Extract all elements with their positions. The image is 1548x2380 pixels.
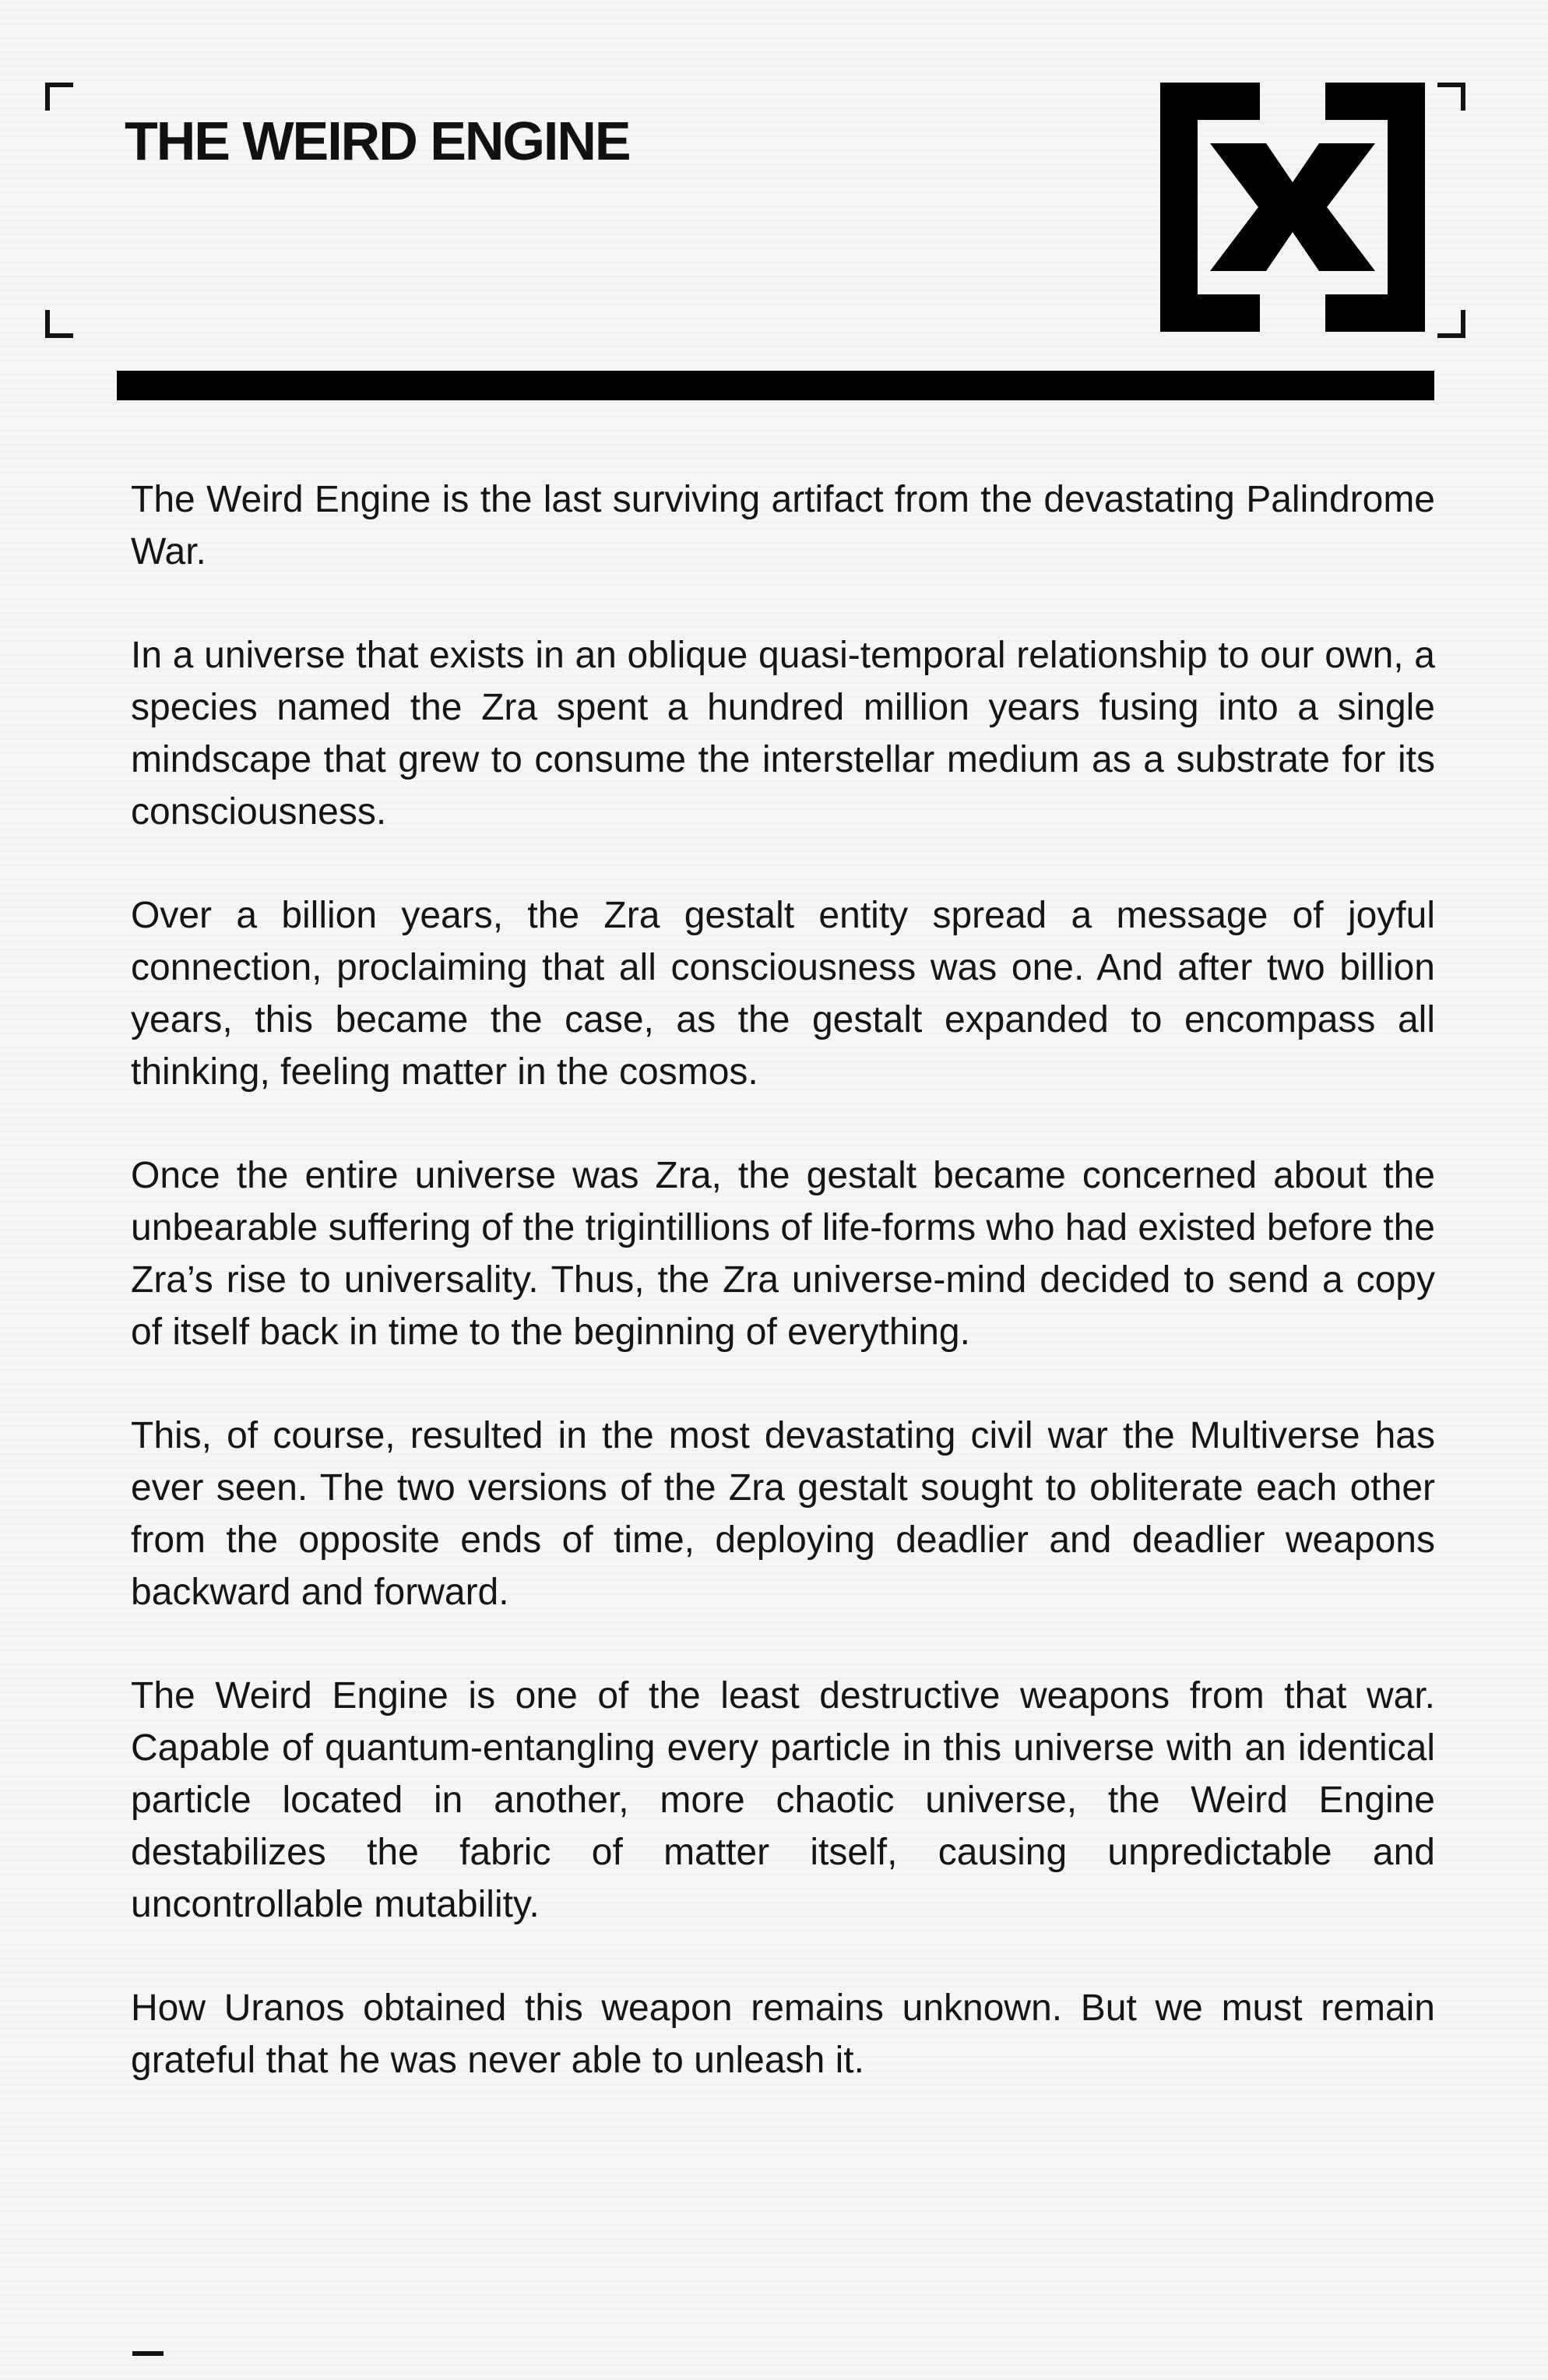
- corner-bracket-top-left: [45, 83, 73, 111]
- page-title: THE WEIRD ENGINE: [125, 111, 630, 171]
- paragraph: The Weird Engine is one of the least destructive weapons from that war. Capable of quantum-entangling every particle in this universe with an identical particle located in another, more chaotic universe, the Weird Engine destabilizes the fabric of matter itself, causing unpredictable and uncontrollable mutability.: [131, 1675, 1435, 1925]
- paragraph: Once the entire universe was Zra, the gestalt became concerned about the unbearable suffering of the trigintillions of life-forms who had existed before the Zra’s rise to universality. Thus, the Zra universe-mind decided to send a copy of itself back in time to the beginning of everything.: [131, 1155, 1435, 1353]
- x-bracket-logo-icon: [1160, 83, 1425, 332]
- paragraph: This, of course, resulted in the most devastating civil war the Multiverse has ever seen. The two versions of the Zra gestalt sought to obliterate each other from the opposite ends of time, deploying deadlier and deadlier weapons backward and forward.: [131, 1415, 1435, 1613]
- corner-bracket-top-right: [1437, 83, 1465, 111]
- header-rule: [117, 371, 1434, 400]
- paragraph: In a universe that exists in an oblique quasi-temporal relationship to our own, a species named the Zra spent a hundred million years fusing into a single mindscape that grew to consume the interstellar medium as a substrate for its consciousness.: [131, 635, 1435, 833]
- page-marker-dash: [132, 2351, 164, 2356]
- paragraph: Over a billion years, the Zra gestalt entity spread a message of joyful connection, proclaiming that all consciousness was one. And after two billion years, this became the case, as the gestalt expanded to encompass all thinking, feeling matter in the cosmos.: [131, 895, 1435, 1093]
- corner-bracket-bottom-right: [1437, 310, 1465, 338]
- corner-bracket-bottom-left: [45, 310, 73, 338]
- paragraph: How Uranos obtained this weapon remains unknown. But we must remain grateful that he was never able to unleash it.: [131, 1987, 1435, 2081]
- paragraph: The Weird Engine is the last surviving artifact from the devastating Palindrome War.: [131, 479, 1435, 572]
- article-body: [131, 474, 1435, 2138]
